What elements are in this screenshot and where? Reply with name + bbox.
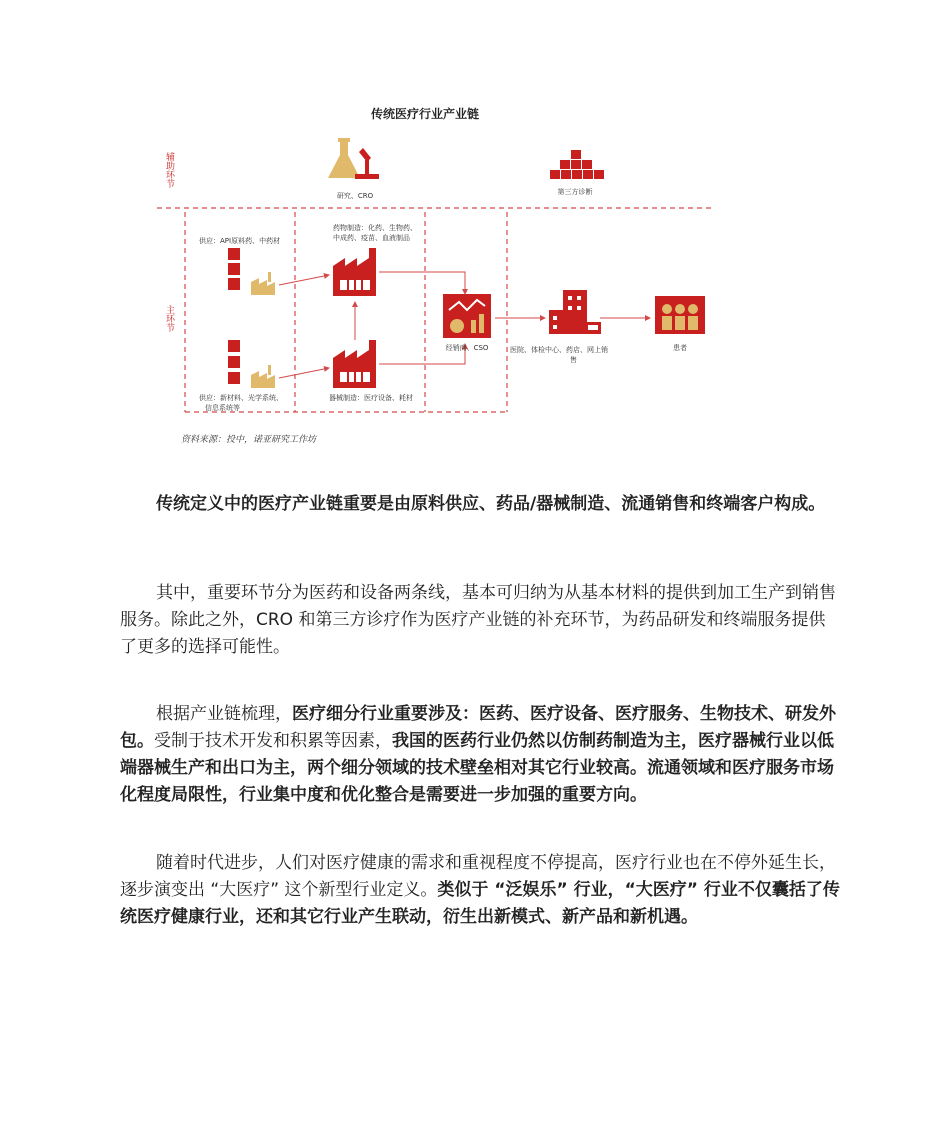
supply-bottom-cylinders-icon	[228, 340, 240, 384]
side-label-auxiliary: 辅助环节	[164, 152, 174, 188]
third-party-label: 第三方诊断	[557, 188, 593, 196]
factory-top-icon	[333, 248, 376, 296]
diagnosis-boxes-icon	[550, 150, 604, 179]
paragraph-3-run-3: 受制于技术开发和积累等因素，	[154, 731, 392, 751]
supply-top-cylinders-icon	[228, 248, 240, 290]
flask-microscope-icon	[328, 138, 379, 179]
manufacture-top-line1: 药物制造：化药、生物药、	[333, 224, 417, 232]
patients-label: 患者	[673, 344, 687, 352]
supply-top-label: 供应：API原料药、中药材	[199, 237, 281, 245]
paragraph-4-run-1: 随着时代进步，人们对医疗健康的需求和重视程度不停提高，医疗行业也在不停外延生长，逐步演变出 “大医疗” 这个新型行业定义。	[120, 853, 836, 900]
terminals-line1: 医院、体检中心、药店、网上销	[510, 346, 608, 354]
terminals-line2: 售	[570, 356, 577, 364]
supply-bottom-line1: 供应：新材料、光学系统、	[199, 394, 283, 402]
paragraph-2-run-1: 其中，重要环节分为医药和设备两条线，基本可归纳为从基本材料的提供到加工生产到销售服务。除此之外，CRO 和第三方诊疗作为医疗产业链的补充环节，为药品研发和终端服务提供了更多的选择可能性。	[120, 583, 836, 657]
factory-bottom-icon	[333, 340, 376, 388]
paragraph-1	[120, 491, 840, 518]
manufacture-top-line2: 中成药、疫苗、血液制品	[333, 234, 410, 242]
industry-chain-figure	[155, 100, 755, 455]
manufacture-bottom-label: 器械制造：医疗设备、耗材	[329, 394, 413, 402]
distributor-chart-icon	[443, 294, 491, 338]
distributor-label: 经销商、CSO	[445, 344, 489, 352]
small-factory-top-icon	[251, 272, 275, 295]
small-factory-bottom-icon	[251, 365, 275, 388]
industry-chain-diagram	[155, 100, 755, 455]
paragraph-3	[120, 701, 840, 809]
paragraph-1-run-1: 传统定义中的医疗产业链重要是由原料供应、药品/器械制造、流通销售和终端客户构成。	[156, 494, 826, 514]
cro-label: 研究、CRO	[336, 192, 374, 200]
hospital-building-icon	[549, 290, 601, 334]
side-label-main: 主环节	[164, 305, 174, 332]
paragraph-2	[120, 580, 840, 661]
figure-source: 资料来源：投中，诺亚研究工作坊	[181, 435, 317, 445]
paragraph-4-run-2: 类似于 “泛娱乐” 行业，“大医疗” 行业不仅囊括了传统医疗健康行业，还和其它行业产生联动，衍生出新模式、新产品和新机遇。	[120, 880, 840, 927]
paragraph-4	[120, 850, 840, 931]
paragraph-3-run-1: 根据产业链梳理，	[156, 704, 292, 724]
patients-group-icon	[655, 296, 705, 334]
supply-bottom-line2: 信息系统等	[205, 404, 240, 412]
paragraph-3-run-4: 我国的医药行业仍然以仿制药制造为主，医疗器械行业以低端器械生产和出口为主，两个细分领域的技术壁垒相对其它行业较高。流通领域和医疗服务市场化程度局限性，行业集中度和优化整合是需要进一步加强的重要方向。	[120, 731, 834, 805]
paragraph-3-run-2: 医疗细分行业重要涉及：医药、医疗设备、医疗服务、生物技术、研发外包。	[120, 704, 836, 751]
figure-title: 传统医疗行业产业链	[370, 107, 480, 121]
